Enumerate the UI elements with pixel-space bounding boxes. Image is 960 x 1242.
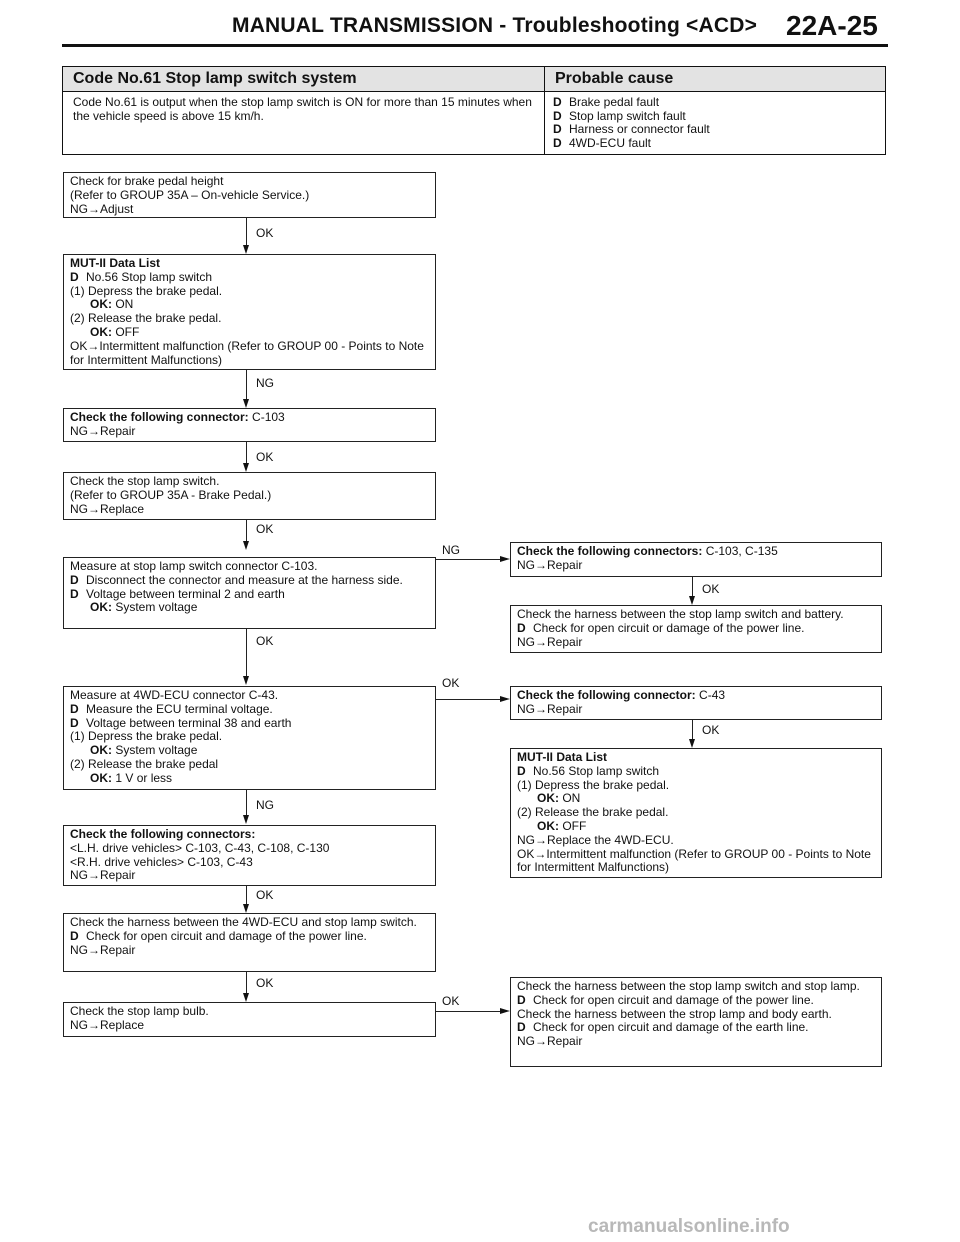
step-text: Check the stop lamp switch. [70, 474, 220, 488]
connector-line [436, 559, 500, 560]
step-measure-c103 [63, 557, 436, 629]
cause-item: D Stop lamp switch fault [553, 108, 686, 123]
step-bullet: D Check for open circuit and damage of the power line. [70, 928, 367, 943]
step-text: NG→Repair [70, 868, 136, 883]
step-title: Check the following connectors: [70, 827, 256, 841]
cause-item: D 4WD-ECU fault [553, 135, 652, 150]
flow-label-ok: OK [256, 888, 274, 902]
arrow-down-icon [243, 399, 249, 408]
arrow-right-icon [500, 696, 510, 702]
step-text: Check the harness between the stop lamp switch and battery. [517, 607, 844, 621]
flow-label-ng: NG [442, 543, 460, 557]
page-title: MANUAL TRANSMISSION - Troubleshooting <ACD> [232, 14, 758, 37]
flow-label-ok: OK [256, 976, 274, 990]
step-text: Check the following connector: C-103 [70, 410, 285, 424]
connector-line [246, 629, 247, 677]
step-bullet: D Voltage between terminal 38 and earth [70, 715, 292, 730]
step-bullet: D Check for open circuit and damage of the earth line. [517, 1020, 809, 1035]
arrow-down-icon [689, 739, 695, 748]
step-text: Check the stop lamp bulb. [70, 1004, 209, 1018]
connector-line [436, 699, 500, 700]
code-table [62, 66, 886, 155]
flow-label-ok: OK [702, 723, 720, 737]
step-stop-lamp-bulb [63, 1002, 436, 1037]
step-text: (2) Release the brake pedal [70, 756, 219, 771]
step-ok: OK: ON [90, 297, 134, 312]
step-text: Measure at 4WD-ECU connector C-43. [70, 688, 279, 702]
arrow-down-icon [243, 676, 249, 685]
step-harness-ecu-switch [63, 913, 436, 972]
step-text: NG→Replace the 4WD-ECU. [517, 832, 674, 847]
step-text: Check the harness between the strop lamp and body earth. [517, 1006, 832, 1021]
step-connectors-multi [63, 825, 436, 886]
flow-label-ng: NG [256, 376, 274, 390]
connector-line [246, 886, 247, 906]
step-text: Check the following connectors: C-103, C-135 [517, 544, 778, 558]
step-text: Check the following connector: C-43 [517, 688, 726, 702]
step-ok: OK: OFF [537, 818, 587, 833]
code-table-header [63, 67, 885, 92]
arrow-down-icon [243, 245, 249, 254]
step-harness-switch-battery [510, 605, 882, 653]
step-text: (1) Depress the brake pedal. [517, 777, 670, 792]
step-bullet: D Check for open circuit or damage of the power line. [517, 620, 805, 635]
step-harness-switch-lamp [510, 977, 882, 1067]
arrow-down-icon [243, 463, 249, 472]
step-text: (2) Release the brake pedal. [70, 311, 222, 326]
step-mut-data-list-2 [510, 748, 882, 878]
probable-cause-list [545, 92, 718, 154]
step-text: Check for brake pedal height [70, 174, 224, 188]
arrow-right-icon [500, 1008, 510, 1014]
code-table-body [63, 92, 885, 154]
step-connector-c103 [63, 408, 436, 442]
connector-line [246, 972, 247, 994]
step-bullet: D Measure the ECU terminal voltage. [70, 701, 273, 716]
step-text: NG→Replace [70, 501, 145, 516]
code-title: Code No.61 Stop lamp switch system [63, 67, 545, 91]
step-bullet: D No.56 Stop lamp switch [70, 269, 213, 284]
step-text: NG→Repair [517, 557, 583, 572]
connector-line [692, 720, 693, 740]
header-rule [62, 44, 888, 47]
step-brake-pedal-height [63, 172, 436, 218]
connector-line [246, 790, 247, 816]
step-connectors-c103-c135 [510, 542, 882, 577]
step-text: (Refer to GROUP 35A – On-vehicle Service.) [70, 187, 310, 202]
probable-cause-title: Probable cause [555, 70, 674, 87]
arrow-down-icon [243, 993, 249, 1002]
flow-label-ok: OK [442, 676, 460, 690]
step-text: NG→Replace [70, 1017, 145, 1032]
step-text: <L.H. drive vehicles> C-103, C-43, C-108, C-130 [70, 840, 330, 855]
connector-line [246, 442, 247, 464]
flow-label-ok: OK [256, 634, 274, 648]
step-title: MUT-II Data List [70, 256, 161, 270]
arrow-down-icon [243, 904, 249, 913]
step-ok: OK: OFF [90, 324, 140, 339]
connector-line [246, 218, 247, 246]
step-text: NG→Repair [517, 1034, 583, 1049]
arrow-down-icon [243, 541, 249, 550]
step-ok: OK: System voltage [90, 600, 198, 615]
step-text: (1) Depress the brake pedal. [70, 283, 223, 298]
cause-item: D Brake pedal fault [553, 95, 660, 109]
step-text: Check the harness between the 4WD-ECU and stop lamp switch. [70, 915, 417, 929]
step-bullet: D Disconnect the connector and measure at the harness side. [70, 572, 403, 587]
connector-line [692, 577, 693, 597]
flow-label-ok: OK [702, 582, 720, 596]
step-text: (1) Depress the brake pedal. [70, 729, 223, 744]
step-text: Measure at stop lamp switch connector C-103. [70, 559, 318, 573]
flow-label-ng: NG [256, 798, 274, 812]
step-ok: OK: System voltage [90, 743, 198, 758]
step-text: OK→Intermittent malfunction (Refer to GROUP 00 - Points to Note for Intermittent Malfunctions) [70, 338, 424, 367]
step-ok: OK: 1 V or less [90, 770, 173, 785]
step-text: NG→Repair [70, 423, 136, 438]
step-bullet: D No.56 Stop lamp switch [517, 763, 660, 778]
step-text: NG→Repair [517, 701, 583, 716]
arrow-right-icon [500, 556, 510, 562]
step-mut-data-list [63, 254, 436, 370]
flow-label-ok: OK [256, 450, 274, 464]
step-title: MUT-II Data List [517, 750, 608, 764]
step-text: Check the harness between the stop lamp switch and stop lamp. [517, 979, 860, 993]
step-text: (Refer to GROUP 35A - Brake Pedal.) [70, 487, 272, 502]
step-text: (2) Release the brake pedal. [517, 805, 669, 820]
step-text: NG→Adjust [70, 201, 134, 216]
cause-item: D Harness or connector fault [553, 122, 710, 136]
step-bullet: D Voltage between terminal 2 and earth [70, 586, 285, 601]
flow-label-ok: OK [442, 994, 460, 1008]
flow-label-ok: OK [256, 226, 274, 240]
step-text: OK→Intermittent malfunction (Refer to GROUP 00 - Points to Note for Intermittent Malfunctions) [517, 846, 871, 875]
step-measure-c43 [63, 686, 436, 790]
arrow-down-icon [243, 815, 249, 824]
step-ok: OK: ON [537, 791, 581, 806]
connector-line [246, 370, 247, 400]
arrow-down-icon [689, 596, 695, 605]
code-description: Code No.61 is output when the stop lamp switch is ON for more than 15 minutes when the vehicle speed is above 15 km/h. [63, 92, 545, 154]
connector-line [436, 1011, 500, 1012]
page-number: 22A-25 [786, 10, 878, 41]
step-text: NG→Repair [70, 942, 136, 957]
step-text: NG→Repair [517, 634, 583, 649]
step-bullet: D Check for open circuit and damage of the power line. [517, 992, 814, 1007]
flow-label-ok: OK [256, 522, 274, 536]
step-stop-lamp-switch [63, 472, 436, 520]
step-text: <R.H. drive vehicles> C-103, C-43 [70, 854, 253, 869]
watermark: carmanualsonline.info [588, 1216, 790, 1237]
step-connector-c43 [510, 686, 882, 720]
connector-line [246, 520, 247, 542]
